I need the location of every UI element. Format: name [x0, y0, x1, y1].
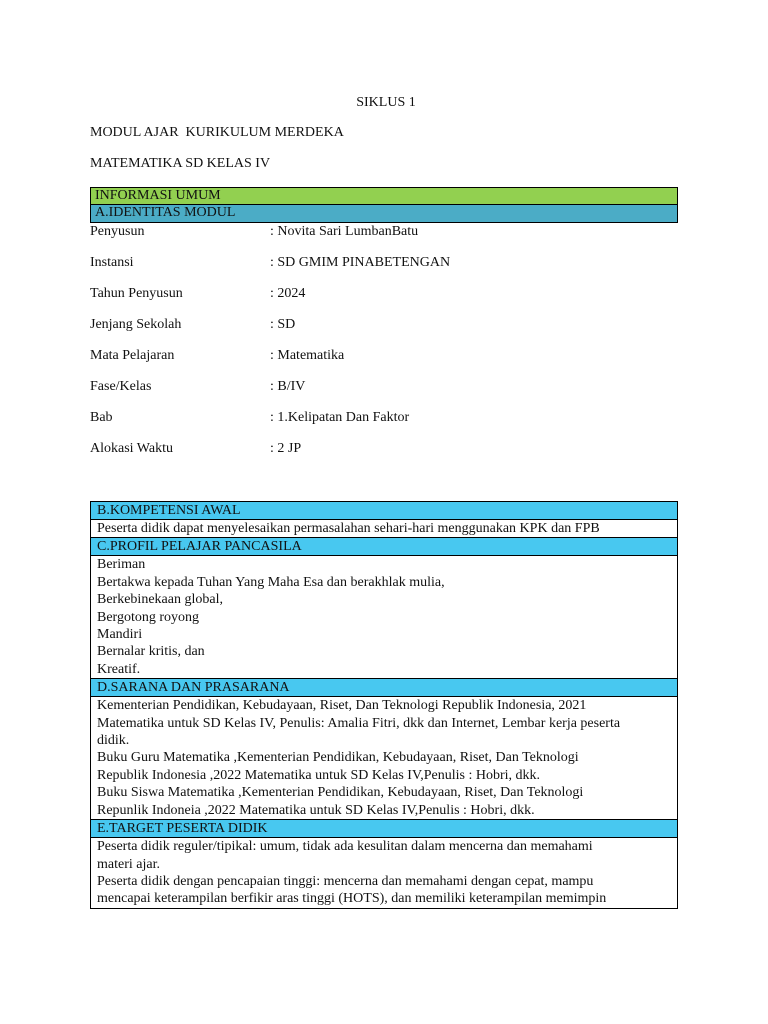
text-line: mencapai keterampilan berfikir aras tinggi (HOTS), dan memiliki keterampilan memimpin [97, 891, 607, 907]
identity-value: : 1.Kelipatan Dan Faktor [270, 410, 410, 425]
text-line: Mandiri [97, 627, 143, 643]
identity-row-author [90, 223, 678, 254]
text-line: Matematika untuk SD Kelas IV, Penulis: Amalia Fitri, dkk dan Internet, Lembar kerja peserta [97, 715, 621, 731]
text-line: materi ajar. [97, 856, 160, 872]
text-line: Peserta didik dapat menyelesaikan permasalahan sehari-hari menggunakan KPK dan FPB [97, 521, 600, 536]
identity-label: Tahun Penyusun [90, 286, 183, 301]
identity-label: Penyusun [90, 224, 145, 239]
identity-label: Bab [90, 410, 113, 425]
text-line: Peserta didik reguler/tipikal: umum, tidak ada kesulitan dalam mencerna dan memahami [97, 839, 593, 855]
cycle-heading: SIKLUS 1 [356, 95, 416, 110]
text-line: Republik Indonesia ,2022 Matematika untuk SD Kelas IV,Penulis : Hobri, dkk. [97, 767, 541, 783]
identity-value: : Novita Sari LumbanBatu [270, 224, 419, 239]
text-line: Berkebinekaan global, [97, 592, 223, 608]
section-header-pancasila-profile: C.PROFIL PELAJAR PANCASILA [91, 538, 677, 556]
identity-label: Jenjang Sekolah [90, 317, 182, 332]
section-body-facilities [91, 697, 677, 820]
identity-row-year [90, 285, 678, 316]
identity-label: Instansi [90, 255, 134, 270]
text-line: Buku Siswa Matematika ,Kementerian Pendidikan, Kebudayaan, Riset, Dan Teknologi [97, 785, 584, 801]
text-line: Kreatif. [97, 661, 141, 677]
module-title: MODUL AJAR KURIKULUM MERDEKA [90, 125, 344, 140]
text-line: didik. [97, 733, 130, 749]
section-header-facilities: D.SARANA DAN PRASARANA [91, 679, 677, 697]
text-line: Buku Guru Matematika ,Kementerian Pendidikan, Kebudayaan, Riset, Dan Teknologi [97, 750, 579, 766]
subject-title: MATEMATIKA SD KELAS IV [90, 156, 271, 171]
identity-label: Fase/Kelas [90, 379, 152, 394]
identity-label: Mata Pelajaran [90, 348, 175, 363]
general-info-header: INFORMASI UMUM [90, 187, 678, 205]
identity-value: : 2 JP [270, 441, 302, 456]
identity-row-chapter [90, 409, 678, 440]
section-body-initial-competence [91, 520, 677, 538]
module-identity-header: A.IDENTITAS MODUL [90, 205, 678, 223]
identity-value: : B/IV [270, 379, 306, 394]
text-line: Kementerian Pendidikan, Kebudayaan, Riset, Dan Teknologi Republik Indonesia, 2021 [97, 698, 587, 714]
identity-label: Alokasi Waktu [90, 441, 173, 456]
identity-row-phase-class [90, 378, 678, 409]
text-line: Repunlik Indoneia ,2022 Matematika untuk SD Kelas IV,Penulis : Hobri, dkk. [97, 802, 535, 818]
section-body-target-students [91, 838, 677, 908]
text-line: Peserta didik dengan pencapaian tinggi: mencerna dan memahami dengan cepat, mampu [97, 873, 594, 889]
identity-value: : Matematika [270, 348, 345, 363]
section-header-target-students: E.TARGET PESERTA DIDIK [91, 820, 677, 838]
text-line: Bernalar kritis, dan [97, 644, 205, 660]
text-line: Beriman [97, 557, 146, 573]
general-info-block [90, 187, 678, 223]
identity-value: : 2024 [270, 286, 306, 301]
module-identity-list [90, 223, 678, 471]
identity-value: : SD GMIM PINABETENGAN [270, 255, 451, 270]
identity-row-school-level [90, 316, 678, 347]
text-line: Bergotong royong [97, 609, 200, 625]
section-header-initial-competence: B.KOMPETENSI AWAL [91, 502, 677, 520]
section-body-pancasila-profile [91, 556, 677, 679]
identity-row-subject [90, 347, 678, 378]
module-sections-table [90, 501, 678, 909]
text-line: Bertakwa kepada Tuhan Yang Maha Esa dan berakhlak mulia, [97, 574, 445, 590]
identity-value: : SD [270, 317, 296, 332]
identity-row-time-allocation [90, 440, 678, 471]
identity-row-institution [90, 254, 678, 285]
